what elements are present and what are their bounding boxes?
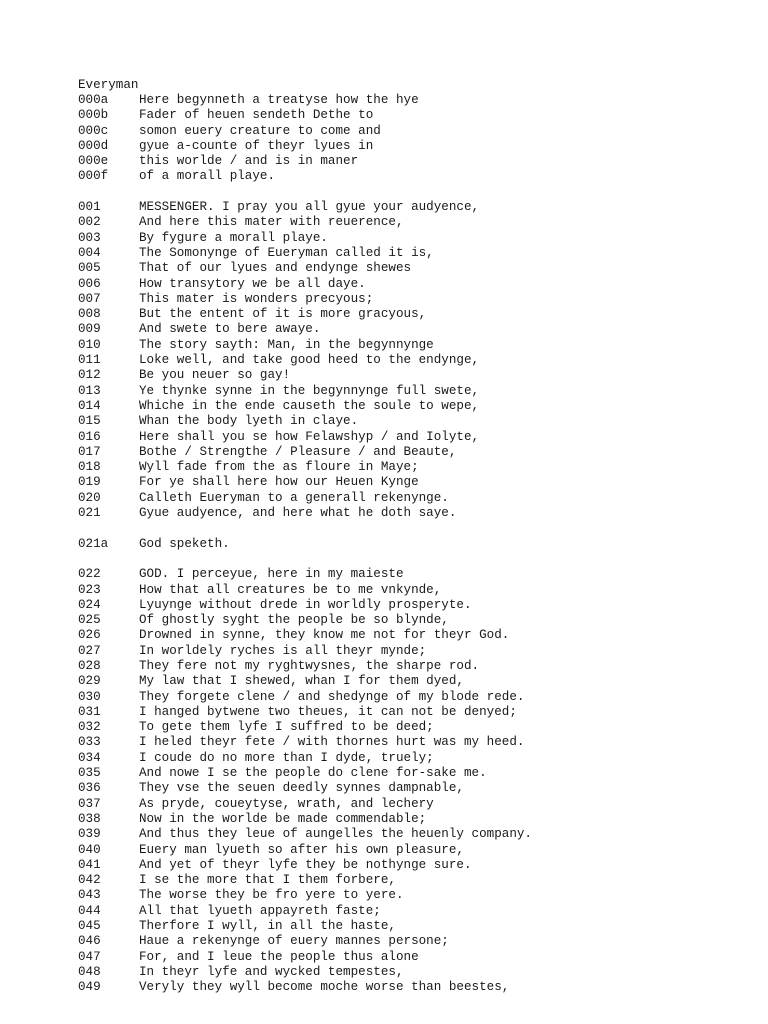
text-line — [78, 567, 532, 582]
text-line — [78, 307, 532, 322]
line-number: 026 — [78, 628, 101, 643]
line-text: I hanged bytwene two theues, it can not be denyed; — [139, 704, 517, 719]
line-text: They fere not my ryghtwysnes, the sharpe rod. — [139, 658, 480, 673]
line-text: somon euery creature to come and — [139, 123, 381, 138]
line-number: 023 — [78, 582, 101, 597]
line-number: 004 — [78, 245, 101, 260]
line-number: 001 — [78, 200, 101, 215]
text-line — [78, 537, 532, 552]
line-number: 021a — [78, 536, 109, 551]
line-text: As pryde, coueytyse, wrath, and lechery — [139, 796, 434, 811]
text-line — [78, 888, 532, 903]
text-line — [78, 613, 532, 628]
line-number: 015 — [78, 414, 101, 429]
text-line — [78, 200, 532, 215]
line-number: 017 — [78, 444, 101, 459]
line-text: Here begynneth a treatyse how the hye — [139, 93, 419, 107]
text-line — [78, 644, 532, 659]
text-line — [78, 277, 532, 292]
text-line — [78, 353, 532, 368]
text-line — [78, 965, 532, 980]
line-number: 000c — [78, 123, 109, 138]
line-number: 005 — [78, 261, 101, 276]
text-line — [78, 139, 532, 154]
line-list — [78, 93, 532, 996]
line-number: 012 — [78, 368, 101, 383]
text-line — [78, 873, 532, 888]
text-line — [78, 169, 532, 184]
text-line — [78, 827, 532, 842]
line-text: My law that I shewed, whan I for them dyed, — [139, 674, 464, 689]
text-line — [78, 414, 532, 429]
text-line — [78, 460, 532, 475]
line-text: Here shall you se how Felawshyp / and Iolyte, — [139, 429, 480, 444]
document-title: Everyman — [78, 78, 139, 92]
line-text: Drowned in synne, they know me not for theyr God. — [139, 628, 510, 643]
line-number: 037 — [78, 796, 101, 811]
line-text: Loke well, and take good heed to the endynge, — [139, 353, 480, 368]
line-text: And swete to bere awaye. — [139, 322, 321, 337]
line-number: 024 — [78, 597, 101, 612]
text-line — [78, 491, 532, 506]
line-number: 010 — [78, 337, 101, 352]
line-text: How that all creatures be to me vnkynde, — [139, 582, 442, 597]
line-number: 039 — [78, 827, 101, 842]
line-number: 002 — [78, 215, 101, 230]
line-number: 006 — [78, 276, 101, 291]
line-text: Fader of heuen sendeth Dethe to — [139, 108, 374, 123]
line-number: 025 — [78, 613, 101, 628]
line-text: Gyue audyence, and here what he doth saye. — [139, 506, 457, 521]
line-number: 000d — [78, 138, 109, 153]
line-text: For, and I leue the people thus alone — [139, 949, 419, 964]
line-number: 020 — [78, 490, 101, 505]
line-text: Therfore I wyll, in all the haste, — [139, 919, 396, 934]
text-line — [78, 124, 532, 139]
text-line — [78, 674, 532, 689]
line-number: 032 — [78, 720, 101, 735]
line-number: 046 — [78, 934, 101, 949]
line-number: 022 — [78, 567, 101, 582]
line-number: 003 — [78, 230, 101, 245]
text-line — [78, 781, 532, 796]
text-line — [78, 475, 532, 490]
line-text: of a morall playe. — [139, 169, 276, 184]
text-line — [78, 215, 532, 230]
line-number: 040 — [78, 842, 101, 857]
line-text: Now in the worlde be made commendable; — [139, 811, 427, 826]
text-line — [78, 766, 532, 781]
text-line — [78, 751, 532, 766]
line-text: I heled theyr fete / with thornes hurt was my heed. — [139, 735, 525, 750]
line-text: They forgete clene / and shedynge of my blode rede. — [139, 689, 525, 704]
line-text: this worlde / and is in maner — [139, 154, 359, 169]
line-text: For ye shall here how our Heuen Kynge — [139, 475, 419, 490]
line-text: Lyuynge without drede in worldly prosperyte. — [139, 597, 472, 612]
line-number: 027 — [78, 643, 101, 658]
line-text: They vse the seuen deedly synnes dampnable, — [139, 781, 464, 796]
line-number: 014 — [78, 398, 101, 413]
line-number: 043 — [78, 888, 101, 903]
line-text: MESSENGER. I pray you all gyue your audyence, — [139, 200, 480, 215]
line-text: And thus they leue of aungelles the heuenly company. — [139, 827, 532, 842]
line-number: 000a — [78, 93, 109, 107]
line-number: 035 — [78, 766, 101, 781]
line-number: 038 — [78, 811, 101, 826]
line-number: 019 — [78, 475, 101, 490]
text-line — [78, 735, 532, 750]
line-number: 007 — [78, 291, 101, 306]
line-text: Calleth Eueryman to a generall rekenynge. — [139, 490, 449, 505]
text-line — [78, 628, 532, 643]
line-text: Haue a rekenynge of euery mannes persone; — [139, 934, 449, 949]
line-text: God speketh. — [139, 536, 230, 551]
text-line — [78, 108, 532, 123]
line-text: But the entent of it is more gracyous, — [139, 307, 427, 322]
text-line — [78, 598, 532, 613]
line-text: gyue a-counte of theyr lyues in — [139, 138, 374, 153]
line-text: That of our lyues and endynge shewes — [139, 261, 412, 276]
line-number: 047 — [78, 949, 101, 964]
line-number: 021 — [78, 506, 101, 521]
line-number: 029 — [78, 674, 101, 689]
text-line — [78, 368, 532, 383]
line-number: 044 — [78, 903, 101, 918]
text-line — [78, 934, 532, 949]
line-number: 034 — [78, 750, 101, 765]
text-line — [78, 338, 532, 353]
line-number: 030 — [78, 689, 101, 704]
line-text: And here this mater with reuerence, — [139, 215, 404, 230]
text-line — [78, 506, 532, 521]
line-number: 033 — [78, 735, 101, 750]
line-number: 000b — [78, 108, 109, 123]
text-line — [78, 690, 532, 705]
line-text: Euery man lyueth so after his own pleasure, — [139, 842, 464, 857]
line-text: Whan the body lyeth in claye. — [139, 414, 359, 429]
line-text: GOD. I perceyue, here in my maieste — [139, 567, 404, 582]
line-text: I se the more that I them forbere, — [139, 873, 396, 888]
text-line — [78, 93, 532, 108]
text-line — [78, 399, 532, 414]
text-line — [78, 950, 532, 965]
line-number: 000f — [78, 169, 109, 184]
text-line — [78, 797, 532, 812]
line-number: 031 — [78, 704, 101, 719]
line-text: In worldely ryches is all theyr mynde; — [139, 643, 427, 658]
text-line — [78, 430, 532, 445]
line-text: The worse they be fro yere to yere. — [139, 888, 404, 903]
text-line — [78, 919, 532, 934]
line-text: This mater is wonders precyous; — [139, 291, 374, 306]
line-text: To gete them lyfe I suffred to be deed; — [139, 720, 434, 735]
line-text: In theyr lyfe and wycked tempestes, — [139, 964, 404, 979]
line-text: All that lyueth appayreth faste; — [139, 903, 381, 918]
line-text: By fygure a morall playe. — [139, 230, 328, 245]
line-text: How transytory we be all daye. — [139, 276, 366, 291]
text-line — [78, 322, 532, 337]
text-line — [78, 154, 532, 169]
line-number: 041 — [78, 857, 101, 872]
text-line — [78, 705, 532, 720]
text-line — [78, 904, 532, 919]
line-text: Bothe / Strengthe / Pleasure / and Beaute, — [139, 444, 457, 459]
line-number: 028 — [78, 658, 101, 673]
text-line — [78, 384, 532, 399]
line-number: 018 — [78, 460, 101, 475]
line-text: And nowe I se the people do clene for-sake me. — [139, 766, 487, 781]
text-line — [78, 843, 532, 858]
line-number: 000e — [78, 154, 109, 169]
line-text: Ye thynke synne in the begynnynge full swete, — [139, 383, 480, 398]
text-line — [78, 583, 532, 598]
line-text: Veryly they wyll become moche worse than beestes, — [139, 980, 510, 995]
text-line — [78, 231, 532, 246]
line-text: I coude do no more than I dyde, truely; — [139, 750, 434, 765]
line-number: 009 — [78, 322, 101, 337]
line-text: And yet of theyr lyfe they be nothynge sure. — [139, 857, 472, 872]
line-text: The story sayth: Man, in the begynnynge — [139, 337, 434, 352]
line-number: 049 — [78, 980, 101, 995]
line-text: The Somonynge of Eueryman called it is, — [139, 245, 434, 260]
line-text: Be you neuer so gay! — [139, 368, 291, 383]
text-line — [78, 858, 532, 873]
line-number: 045 — [78, 919, 101, 934]
line-number: 011 — [78, 353, 101, 368]
line-number: 016 — [78, 429, 101, 444]
line-number: 013 — [78, 383, 101, 398]
line-text: Whiche in the ende causeth the soule to wepe, — [139, 398, 480, 413]
line-number: 008 — [78, 307, 101, 322]
line-number: 036 — [78, 781, 101, 796]
line-text: Of ghostly syght the people be so blynde, — [139, 613, 449, 628]
line-number: 048 — [78, 964, 101, 979]
text-line — [78, 445, 532, 460]
text-line — [78, 812, 532, 827]
text-line — [78, 659, 532, 674]
text-line — [78, 261, 532, 276]
text-line — [78, 246, 532, 261]
line-number: 042 — [78, 873, 101, 888]
text-line — [78, 292, 532, 307]
text-line — [78, 720, 532, 735]
line-text: Wyll fade from the as floure in Maye; — [139, 460, 419, 475]
text-line — [78, 980, 532, 995]
